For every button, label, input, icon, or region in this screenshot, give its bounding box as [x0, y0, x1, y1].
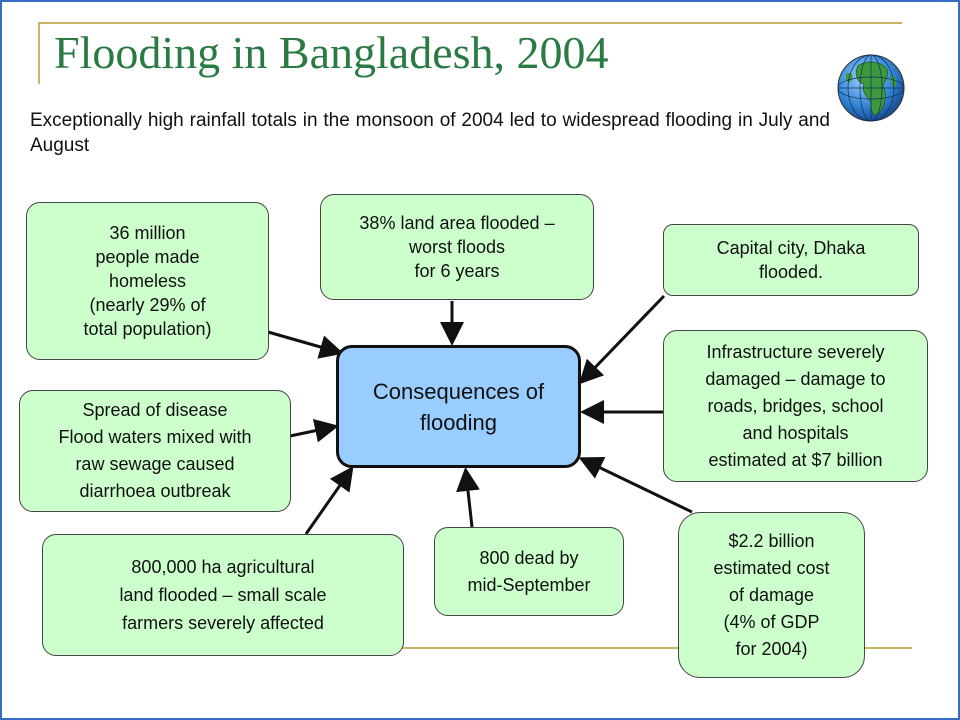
dhaka-box: Capital city, Dhaka flooded. — [663, 224, 919, 296]
arrow-homeless — [268, 332, 338, 352]
land-area-box: 38% land area flooded – worst floods for 6 years — [320, 194, 594, 300]
homeless-box: 36 million people made homeless (nearly 29% of total population) — [26, 202, 269, 360]
cost-box: $2.2 billion estimated cost of damage (4% of GDP for 2004) — [678, 512, 865, 678]
dead-box: 800 dead by mid-September — [434, 527, 624, 616]
infrastructure-box: Infrastructure severely damaged – damage to roads, bridges, school and hospitals estimated at $7 billion — [663, 330, 928, 482]
consequences-center-box: Consequences of flooding — [336, 345, 581, 468]
arrow-dhaka — [583, 296, 664, 380]
disease-box: Spread of disease Flood waters mixed with raw sewage caused diarrhoea outbreak — [19, 390, 291, 512]
agriculture-box: 800,000 ha agricultural land flooded – small scale farmers severely affected — [42, 534, 404, 656]
arrow-agriculture — [306, 471, 350, 534]
intro-text: Exceptionally high rainfall totals in the monsoon of 2004 led to widespread flooding in July and August — [30, 110, 830, 156]
arrow-dead — [466, 473, 472, 527]
slide-title: Flooding in Bangladesh, 2004 — [54, 27, 609, 78]
arrow-disease — [290, 427, 333, 436]
